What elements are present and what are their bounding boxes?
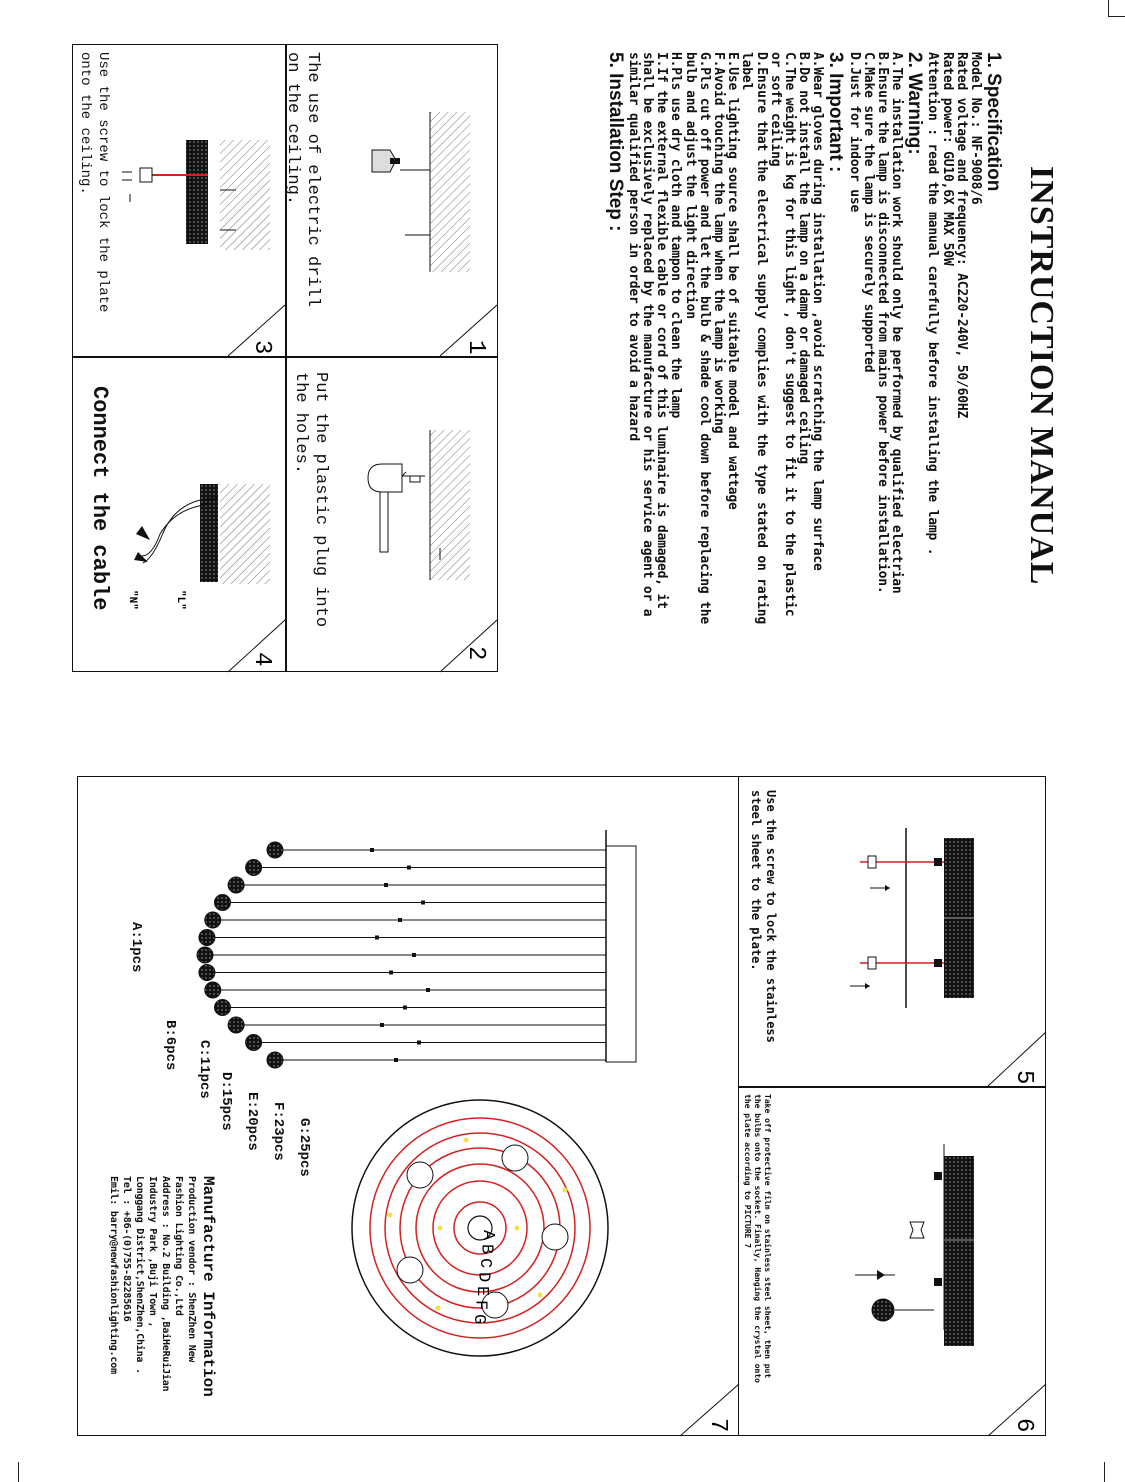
strand-clip xyxy=(403,1006,407,1010)
step-3-number: 3 xyxy=(248,340,275,355)
strand-clip xyxy=(384,883,388,887)
strand-clip xyxy=(394,1058,398,1062)
manufacture-line: Industry Park ,Buji Town , xyxy=(147,1176,158,1328)
crystal-ball xyxy=(215,1000,231,1016)
strand-clip xyxy=(380,1023,384,1027)
manufacture-line: Tel : +86-(0)755-82285616 xyxy=(121,1176,132,1322)
manufacture-line: Longgang District,ShenZhen,China . xyxy=(134,1176,145,1374)
step-3-caption: Use the screw to lock the plate onto the ceiling. xyxy=(77,52,111,313)
important-line: H.Pls use dry cloth and tampon to clean the lamp xyxy=(668,52,684,419)
important-line: label xyxy=(739,52,755,91)
ball-count-b: B:6pcs xyxy=(162,1020,178,1071)
crystal-ball xyxy=(267,842,283,858)
important-line: B.Do not install the lamp on a damp or damaged ceiling xyxy=(796,52,812,464)
strand-clip xyxy=(370,848,374,852)
crystal-ball xyxy=(215,895,231,911)
ring-letter: B xyxy=(476,1244,496,1255)
crystal-ball xyxy=(205,982,221,998)
step-5-caption: Use the screw to lock the stainless steel sheet to the plate. xyxy=(749,790,778,1043)
step-2-caption: Put the plastic plug into the holes. xyxy=(291,372,330,628)
step-1-number: 1 xyxy=(462,340,489,355)
step-7-badge xyxy=(680,1384,739,1436)
crystal-ball xyxy=(205,912,221,928)
crystal-ball xyxy=(246,860,262,876)
install-heading: 5. Installation Step : xyxy=(604,52,626,232)
important-line: D.Ensure that the electrical supply complies with the type stated on rating xyxy=(753,52,769,624)
ring-letter: C xyxy=(475,1258,494,1269)
warning-line: D.Just for indoor use xyxy=(846,52,862,213)
crystal-ball xyxy=(246,1035,262,1051)
important-line: shall be exclusively replaced by the manufacture or his service agent or a xyxy=(639,52,655,617)
strand-clip xyxy=(426,988,430,992)
step-6-bulb-illustration xyxy=(855,1144,1046,1436)
step-2-number: 2 xyxy=(462,646,489,661)
warning-heading: 2. Warning: xyxy=(904,52,926,155)
manufacture-heading: Manufacture Information xyxy=(199,1176,217,1397)
step-6-caption: Take off protective film on stainless steel sheet, then put the bulbs onto the socket. Finally, Hanging the crystal onto the plate according to PICTURE 7 xyxy=(743,1094,772,1383)
ring-letter: G xyxy=(469,1314,488,1325)
strand-clip xyxy=(389,971,393,975)
manufacture-line: Emil: barry@newfashionlighting.com xyxy=(108,1176,119,1374)
strand-clip xyxy=(412,953,416,957)
ring-letter: D xyxy=(473,1272,493,1283)
important-line: or soft ceiling xyxy=(767,52,783,167)
step-4-number: 4 xyxy=(248,652,275,667)
strand-clip xyxy=(407,866,411,870)
manufacture-line: Fashion Lighting Co.,Ltd xyxy=(173,1176,184,1316)
ball-count-f: F:23pcs xyxy=(270,1102,286,1161)
strand-clip xyxy=(375,936,379,940)
strand-clip xyxy=(421,901,425,905)
important-line: similar qualified person in order to avoid a hazard xyxy=(625,52,641,441)
spec-line: Model No.: NF-9008/6 xyxy=(968,52,983,205)
spec-line: Attention : read the manual carefully before installing the lamp . xyxy=(925,52,941,556)
important-line: A.Wear gloves during installation ,avoid scratching the lamp surface xyxy=(810,52,826,571)
step-7-number: 7 xyxy=(704,1418,731,1433)
step-5-steel-sheet-illustration xyxy=(850,828,1046,1086)
ring-letter: A xyxy=(478,1230,497,1241)
spec-heading: 1. Specification xyxy=(983,52,1004,192)
chandelier-side-view xyxy=(197,830,636,1068)
ball-count-e: E:20pcs xyxy=(244,1092,260,1151)
warning-line: B.Ensure the lamp is disconnected from mains power before installation. xyxy=(874,52,890,594)
manufacture-line: Production vendor : ShenZhen New xyxy=(186,1176,197,1363)
important-line: G.Pls cut off power and let the bulb & shade cool down before replacing the xyxy=(696,52,712,624)
ring-letter: F xyxy=(470,1300,490,1311)
crystal-ball xyxy=(199,965,215,981)
strand-clip xyxy=(398,918,402,922)
important-line: F.Avoid touching the lamp when the lamp is working xyxy=(710,52,726,434)
manufacture-line: Address : No.2 Building ,BaiHeRuiJian xyxy=(160,1176,171,1392)
manufacture-info xyxy=(107,1176,218,1397)
spec-line: Rated voltage and frequency: AC220-240V, 50/60HZ xyxy=(953,52,969,419)
crystal-ball xyxy=(199,930,215,946)
important-heading: 3. Important : xyxy=(825,52,847,173)
wire-label-n: "N" xyxy=(126,590,138,610)
step-5-number: 5 xyxy=(1010,1070,1037,1085)
warning-line: A.The installation work should only be performed by qualified electrian xyxy=(889,52,905,594)
ring-layout-diagram xyxy=(352,1100,608,1356)
important-line: bulb and adjust the light direction xyxy=(682,52,698,319)
ball-count-g: G:25pcs xyxy=(296,1118,312,1177)
crystal-ball xyxy=(228,877,244,893)
important-line: E.Use lighting source shall be of suitable model and wattage xyxy=(725,52,741,510)
ball-count-a: A:1pcs xyxy=(128,922,144,973)
spec-line: Rated power: GU10,6X MAX 50W xyxy=(939,52,955,266)
ring-letter: E xyxy=(472,1286,491,1297)
step-6-number: 6 xyxy=(1010,1418,1037,1433)
important-line: C.The weight is kg for this light , don't suggest to fit it to the plastic xyxy=(781,52,797,617)
page-title: INSTRUCTION MANUAL xyxy=(1023,166,1060,586)
ball-count-c: C:11pcs xyxy=(196,1040,212,1099)
important-line: I.If the external flexible cable or cord of this luminaire is damaged, it xyxy=(654,52,670,609)
step-1-caption: The use of electric drill on the ceiling. xyxy=(283,52,322,308)
warning-line: C.Make sure the lamp is securely supported xyxy=(860,52,876,373)
strand-clip xyxy=(417,1041,421,1045)
ball-count-d: D:15pcs xyxy=(218,1072,234,1131)
wire-label-l: "L" xyxy=(174,590,186,610)
crystal-ball xyxy=(197,947,213,963)
step-4-caption: Connect the cable xyxy=(87,386,112,611)
crystal-ball xyxy=(267,1052,283,1068)
crystal-ball xyxy=(228,1017,244,1033)
